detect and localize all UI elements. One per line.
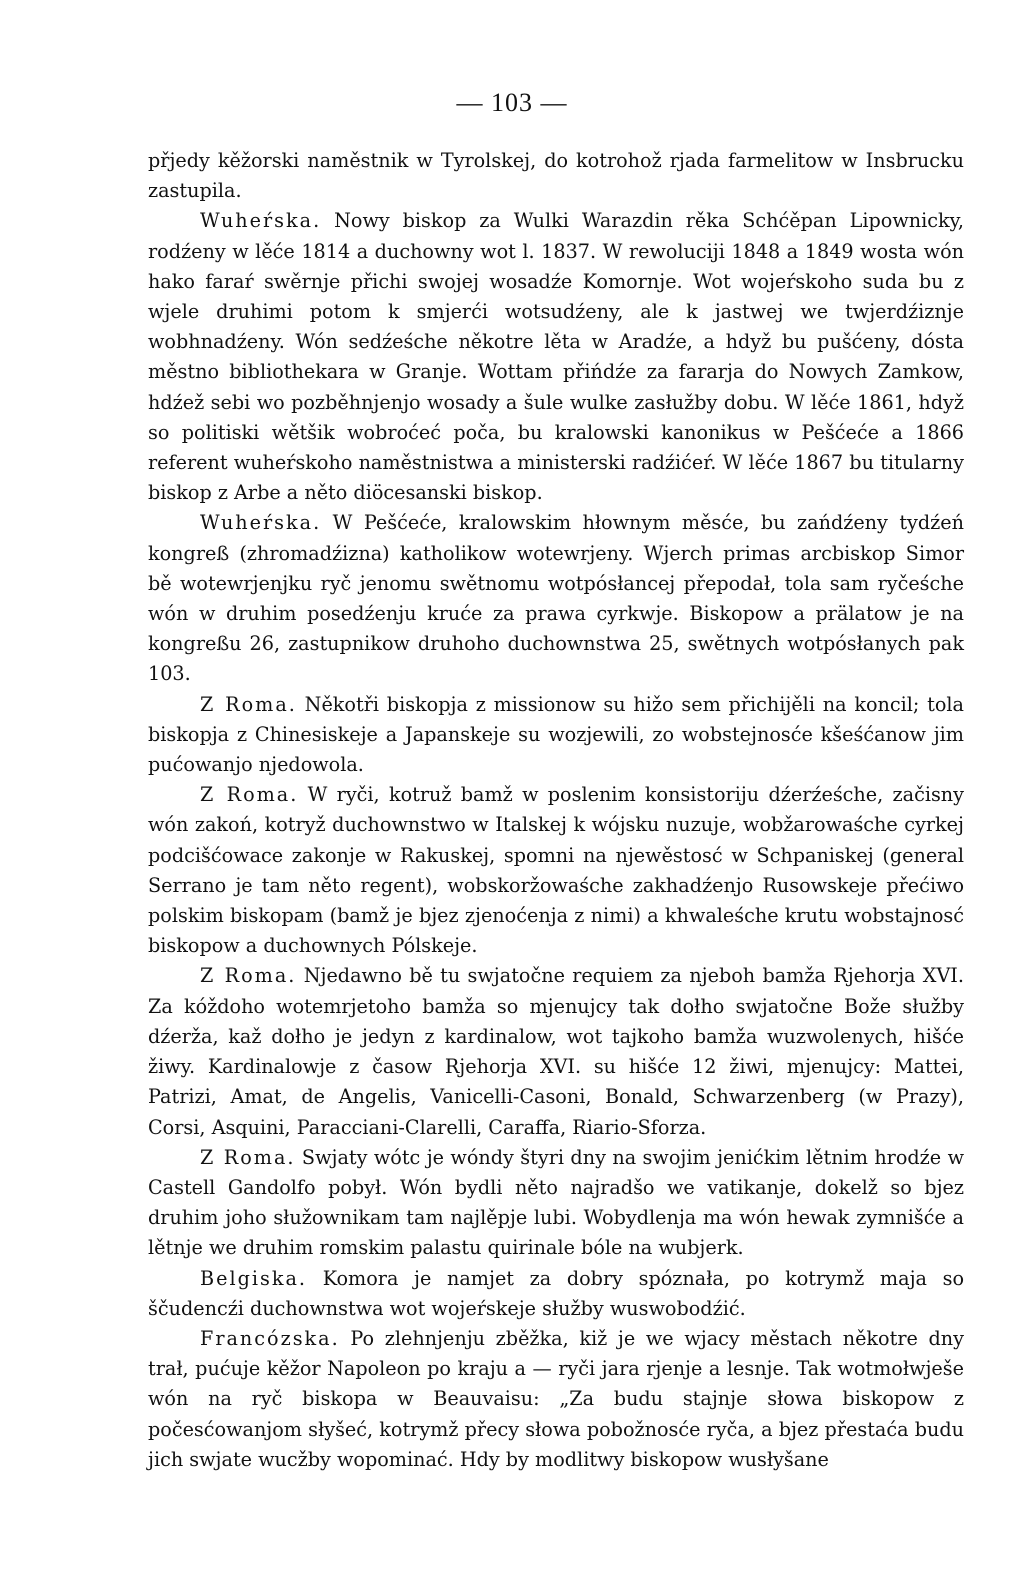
paragraph-text: Po zlehnjenju zběžka, kiž je we wjacy městach někotre dny trał, pućuje kěžor Napoleon po kraju a — ryči jara rjenje a lesnje. Tak wotmołwješe wón na ryč biskopa w Beauvaisu: „Za budu stajnje słowa biskopow z počesćowanjom słyšeć, kotrymž přecy słowa pobožnosće ryča, a bjez přestaća budu jich swjate wucžby wopominać. Hdy by modlitwy biskopow wusłyšane bbox=[148, 1326, 964, 1471]
paragraph-rome-requiem bbox=[148, 961, 964, 1142]
page-number: — 103 — bbox=[456, 88, 568, 117]
paragraph-continuation bbox=[148, 146, 964, 206]
section-heading: Z Roma. bbox=[200, 692, 297, 716]
section-heading: Francózska. bbox=[200, 1326, 340, 1350]
body-text bbox=[148, 146, 964, 1475]
paragraph-text: Swjaty wótc je wóndy štyri dny na swojim jenićkim lětnim hrodźe w Castell Gandolfo pobył. Wón bydli něto najradšo we vatikanje, dokelž so bjez druhim joho słužownikam tam najlěpje lubi. Wobydlenja ma wón hewak zymnišće a lětnje we druhim romskim palastu quirinale bóle na wubjerk. bbox=[148, 1145, 964, 1260]
paragraph-text: Njedawno bě tu swjatočne requiem za njeboh bamža Rjehorja XVI. Za kóždoho wotemrjetoho bamža so mjenujcy tak dołho swjatočne Bože słužby dźerža, kaž dołho je jedyn z kardinalow, wot tajkoho bamža wuzwolenych, hišće žiwy. Kardinalowje z časow Rjehorja XVI. su hišće 12 žiwi, mjenujcy: Mattei, Patrizi, Amat, de Angelis, Vanicelli-Casoni, Bonald, Schwarzenberg (w Prazy), Corsi, Asquini, Paracciani-Clarelli, Caraffa, Riario-Sforza. bbox=[148, 964, 964, 1139]
section-heading: Z Roma. bbox=[200, 1145, 296, 1169]
section-heading: Wuheŕska. bbox=[200, 209, 322, 233]
paragraph-text: Nowy biskop za Wulki Warazdin rěka Schćěpan Lipownicky, rodźeny w lěće 1814 a duchowny wot l. 1837. W rewoluciji 1848 a 1849 wosta wón hako faraŕ swěrnje přichi swojej wosadźe Komornje. Wot wojeŕskoho suda bu z wjele druhimi potom k smjerći wotsudźeny, ale k jastwej we twjerdźiznje wobhnadźeny. Wón sedźeśche někotre lěta w Aradźe, a hdyž bu pušćeny, dósta městno bibliothekara w Granje. Wottam přińdźe za fararja do Nowych Zamkow, hdźež sebi wo pozběhnjenjo wosady a šule wulke zasłužby dobu. W lěće 1861, hdyž so politiski wětšik wobroćeć poča, bu kralowski kanonikus w Pešćeće a 1866 referent wuheŕskoho naměstnistwa a ministerski radźićeŕ. W lěće 1867 bu titularny biskop z Arbe a něto diöcesanski biskop. bbox=[148, 209, 964, 505]
section-heading: Z Roma. bbox=[200, 964, 297, 988]
section-heading: Belgiska. bbox=[200, 1266, 308, 1290]
paragraph-france bbox=[148, 1324, 964, 1475]
paragraph-text: W Pešćeće, kralowskim hłownym měsće, bu zańdźeny tydźeń kongreß (zhromadźizna) katholikow wotewrjeny. Wjerch primas arcbiskop Simor bě wotewrjenjku ryč jenomu swětnomu wotpósłancej přepodał, tola sam ryčeśche wón w druhim posedźenju kruće za prawa cyrkwje. Biskopow a prälatow je na kongreßu 26, zastupnikow druhoho duchownstwa 25, swětnych wotpósłanych pak 103. bbox=[148, 511, 964, 686]
paragraph-belgium bbox=[148, 1264, 964, 1324]
paragraph-rome-consistory bbox=[148, 780, 964, 961]
paragraph-hungary-congress bbox=[148, 508, 964, 689]
paragraph-text: přjedy kěžorski naměstnik w Tyrolskej, do kotrohož rjada farmelitow w Insbrucku zastupila. bbox=[148, 149, 964, 203]
paragraph-rome-castel-gandolfo bbox=[148, 1143, 964, 1264]
paragraph-hungary-bishop bbox=[148, 206, 964, 508]
section-heading: Wuheŕska. bbox=[200, 511, 322, 535]
paragraph-text: W ryči, kotruž bamž w poslenim konsistoriju dźerźeśche, začisny wón zakoń, kotryž duchownstwo w Italskej k wójsku nuzuje, wobžarowaśche cyrkej podcišćowace zakonje w Rakuskej, spomni na njewěstosć w Schpaniskej (general Serrano je tam něto regent), wobskoržowaśche zakhadźenjo Rusowskeje přećiwo polskim biskopam (bamž je bjez zjenoćenja z nimi) a khwaleśche krutu wobstajnosć biskopow a duchownych Pólskeje. bbox=[148, 783, 964, 958]
paragraph-rome-council bbox=[148, 690, 964, 781]
section-heading: Z Roma. bbox=[200, 783, 299, 807]
paragraph-text: Komora je namjet za dobry spóznała, po kotrymž maja so ščudencźi duchownstwa wot wojeŕskeje słužby wuswobodźić. bbox=[148, 1266, 964, 1320]
paragraph-text: Někotři biskopja z missionow su hižo sem přichijěli na koncil; tola biskopja z Chinesiskeje a Japanskeje su wozjewili, zo wobstejnosće kšeśćanow jim pućowanjo njedowola. bbox=[148, 692, 964, 777]
